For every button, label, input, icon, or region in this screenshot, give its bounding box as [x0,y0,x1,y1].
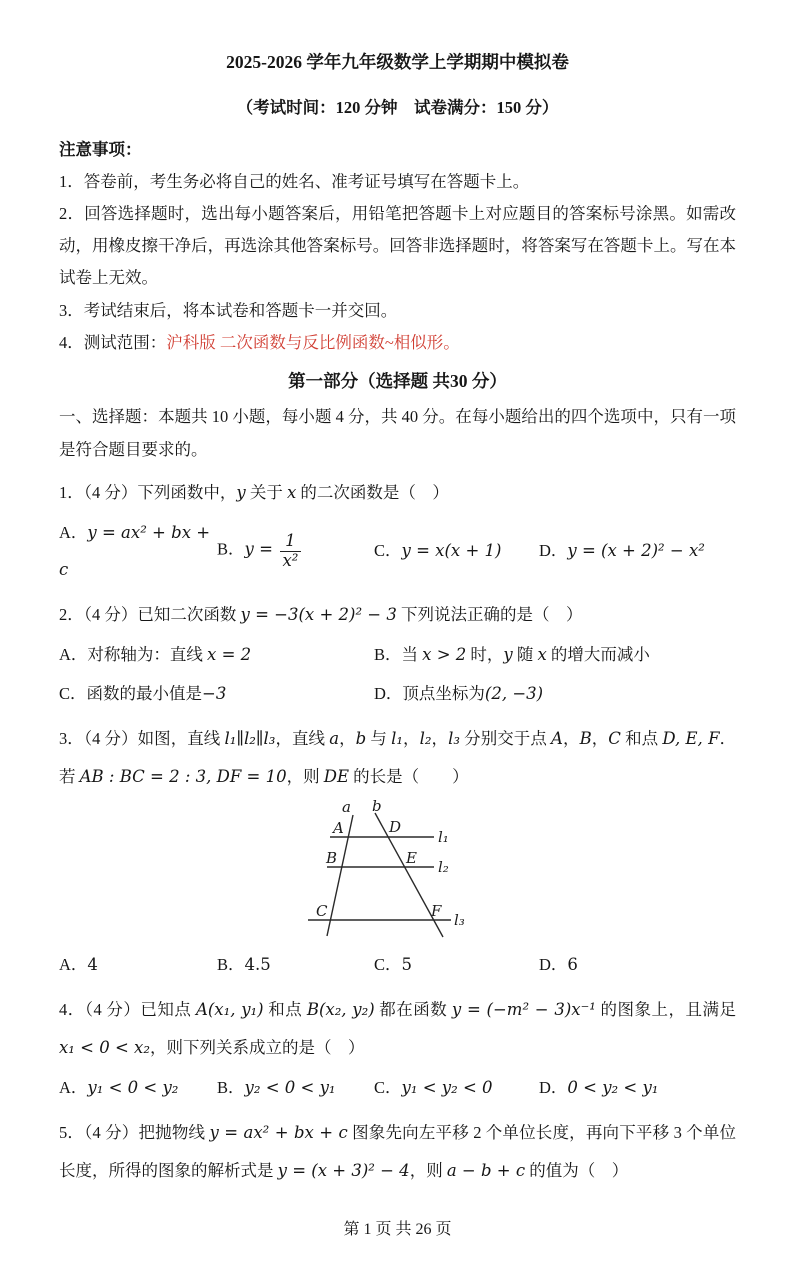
question-5-stem [59,1114,736,1190]
text-run: ， [339,729,356,749]
notice-item-4-test-scope: 沪科版 二次函数与反比例函数~相似形。 [166,332,460,352]
notices-heading: 注意事项： [59,139,142,159]
number-run: 4 [87,954,98,974]
question-3-options [59,946,736,983]
notice-item-2: 2．回答选择题时，选出每小题答案后，用铅笔把答题卡上对应题目的答案标号涂黑。如需改动，用橡皮擦干净后，再选涂其他答案标号。回答非选择题时，将答案写在答题卡上。写在本试卷上无效。 [59,204,736,288]
figure-label-l1: l₁ [437,827,449,846]
question-5 [59,1114,736,1190]
math-run: l₂ [419,729,432,749]
question-4 [59,991,736,1106]
text-run: 和点 [620,729,663,749]
math-run: y = ax² + bx + c [59,522,211,579]
text-run: 分别交于点 [460,729,552,749]
math-run: DE [323,767,350,787]
text-run: 的图象上，且满足 [595,1000,737,1020]
math-run: y = −3(x + 2)² − 3 [240,604,397,624]
question-3-figure-wrapper [59,800,736,944]
math-run: a [329,729,340,749]
question-2-option-d [374,675,736,712]
math-run: x [537,644,547,664]
text-run: 2．（4 分）已知二次函数 [59,604,241,624]
exam-time-score-info: （考试时间：120 分钟 试卷满分：150 分） [236,97,559,117]
figure-label-l2: l₂ [437,857,449,876]
math-run: a − b + c [446,1161,526,1181]
math-run: y [236,482,246,502]
question-3-option-a [59,946,217,983]
text-run: ， [403,729,420,749]
text-run: ，则 [286,767,324,787]
text-run: 5．（4 分）把抛物线 [59,1123,210,1143]
math-run: y = x(x + 1) [401,541,502,561]
math-run: y₁ < 0 < y₂ [87,1077,179,1097]
text-run: 与 [366,729,392,749]
math-run: D, E, F [662,729,720,749]
text-run: ．若 [59,729,737,787]
section-1-heading: 第一部分（选择题 共30 分） [288,370,507,391]
text-run: 随 [512,644,538,664]
text-run: 4．（4 分）已知点 [59,1000,196,1020]
math-run: AB : BC = 2 : 3, DF = 10 [79,767,287,787]
parallel-lines-figure [293,800,503,944]
text-run: ， [431,729,449,749]
section-1-instruction: 一、选择题：本题共 10 小题，每小题 4 分，共 40 分。在每小题给出的四个选项中，只有一项是符合题目要求的。 [59,407,736,459]
math-run: B(x₂, y₂) [306,1000,375,1020]
question-1-option-b [217,530,374,571]
question-4-option-c [374,1069,539,1106]
question-1-option-c [374,532,539,569]
text-run: A． [59,954,88,974]
text-run: B． [217,1077,245,1097]
text-run: B． [217,539,245,559]
question-3-option-c [374,946,539,983]
math-run: l₃ [448,729,461,749]
figure-label-a: a [341,799,351,816]
question-3-option-b [217,946,374,983]
text-run: D． [539,1077,568,1097]
math-run: y = ax² + bx + c [209,1123,348,1143]
text-run: 关于 [245,482,287,502]
question-2-option-b [374,636,736,673]
text-run: C． [374,541,402,561]
text-run: 时， [466,644,504,664]
notice-item-1: 1．答卷前，考生务必将自己的姓名、准考证号填写在答题卡上。 [59,171,530,191]
figure-label-l3: l₃ [453,910,465,929]
question-3-option-d [539,946,736,983]
question-1 [59,474,736,588]
text-run: A． [59,522,88,542]
notice-item-4-label: 4．测试范围： [59,332,167,352]
text-run: D． [539,541,568,561]
text-run: ， [591,729,609,749]
math-run: y = (x + 3)² − 4 [277,1161,410,1181]
math-run: l₁∥l₂∥l₃ [224,729,276,749]
math-run: x [286,482,297,502]
page-title: 2025-2026 学年九年级数学上学期期中模拟卷 [226,52,569,72]
math-run: b [355,729,367,749]
figure-label-E: E [405,848,417,867]
question-3 [59,720,736,983]
text-run: 1．（4 分）下列函数中， [59,482,237,502]
figure-label-F: F [430,901,441,920]
text-run: 都在函数 [374,1000,452,1020]
figure-label-D: D [388,817,401,836]
number-run: 6 [567,954,578,974]
math-run: y = (−m² − 3)x⁻¹ [451,1000,596,1020]
text-run: B．当 [374,644,423,664]
question-1-option-d [539,532,736,569]
figure-label-C: C [315,901,327,920]
question-4-option-b [217,1069,374,1106]
math-run: A(x₁, y₁) [195,1000,264,1020]
math-run: y = (x + 2)² − x² [567,541,705,561]
notice-item-4 [59,327,736,359]
figure-label-B: B [325,848,337,867]
number-run: 4.5 [244,954,271,974]
fraction-numerator: 1 [280,532,301,552]
text-run: 的长是（ ） [349,767,469,787]
text-run: A．对称轴为：直线 [59,644,208,664]
text-run: A． [59,1077,88,1097]
text-run: ，则下列关系成立的是（ ） [149,1038,365,1058]
question-2-option-c [59,675,374,712]
number-run: 5 [401,954,413,974]
text-run: B． [217,954,245,974]
question-4-option-d [539,1069,736,1106]
math-run: l₁ [391,729,404,749]
text-run: D． [539,954,568,974]
text-run: 和点 [263,1000,307,1020]
text-run: 图象先向左平移 2 个单位长度，再向下平移 3 个单位长度，所得的图象的解析式是 [59,1123,737,1181]
math-run: C [608,729,621,749]
math-run: B [579,729,592,749]
text-run: ，直线 [275,729,330,749]
question-3-stem [59,720,736,796]
text-run: ，则 [409,1161,447,1181]
math-run: x₁ < 0 < x₂ [59,1038,150,1058]
math-run: (2, −3) [484,683,544,703]
math-run: −3 [202,683,227,703]
text-run: 的增大而减小 [546,644,650,664]
text-run: C． [374,1077,402,1097]
page-number-footer: 第 1 页 共 26 页 [343,1220,452,1238]
question-2 [59,596,736,712]
math-run: A [551,729,563,749]
question-2-options-row-1 [59,636,736,673]
question-1-stem [59,474,736,512]
math-run: x = 2 [207,644,252,664]
option-b-prefix [217,540,278,559]
figure-label-A: A [332,818,344,837]
notice-item-3: 3．考试结束后，将本试卷和答题卡一并交回。 [59,300,398,320]
question-4-stem [59,991,736,1067]
question-4-option-a [59,1069,217,1106]
text-run: 的二次函数是（ ） [296,482,449,502]
question-4-options [59,1069,736,1106]
figure-label-b: b [371,799,382,815]
text-run: 3．（4 分）如图，直线 [59,729,225,749]
math-run: y₁ < y₂ < 0 [401,1077,493,1097]
question-2-stem [59,596,736,634]
text-run: 下列说法正确的是（ ） [396,604,583,624]
text-run: D．顶点坐标为 [374,683,485,703]
fraction-denominator: x² [282,551,299,571]
question-2-options-row-2 [59,675,736,712]
text-run: ， [562,729,580,749]
question-1-options [59,514,736,588]
text-run: 的值为（ ） [525,1161,629,1181]
text-run: C．函数的最小值是 [59,683,203,703]
question-2-option-a [59,636,374,673]
math-run: y = [244,539,279,559]
question-1-option-a [59,514,217,588]
text-run: C． [374,954,402,974]
notices [59,134,736,359]
math-run: y [503,644,513,664]
math-run: y₂ < 0 < y₁ [244,1077,336,1097]
math-run: x > 2 [422,644,467,664]
fraction [280,532,301,571]
math-run: 0 < y₂ < y₁ [567,1077,659,1097]
